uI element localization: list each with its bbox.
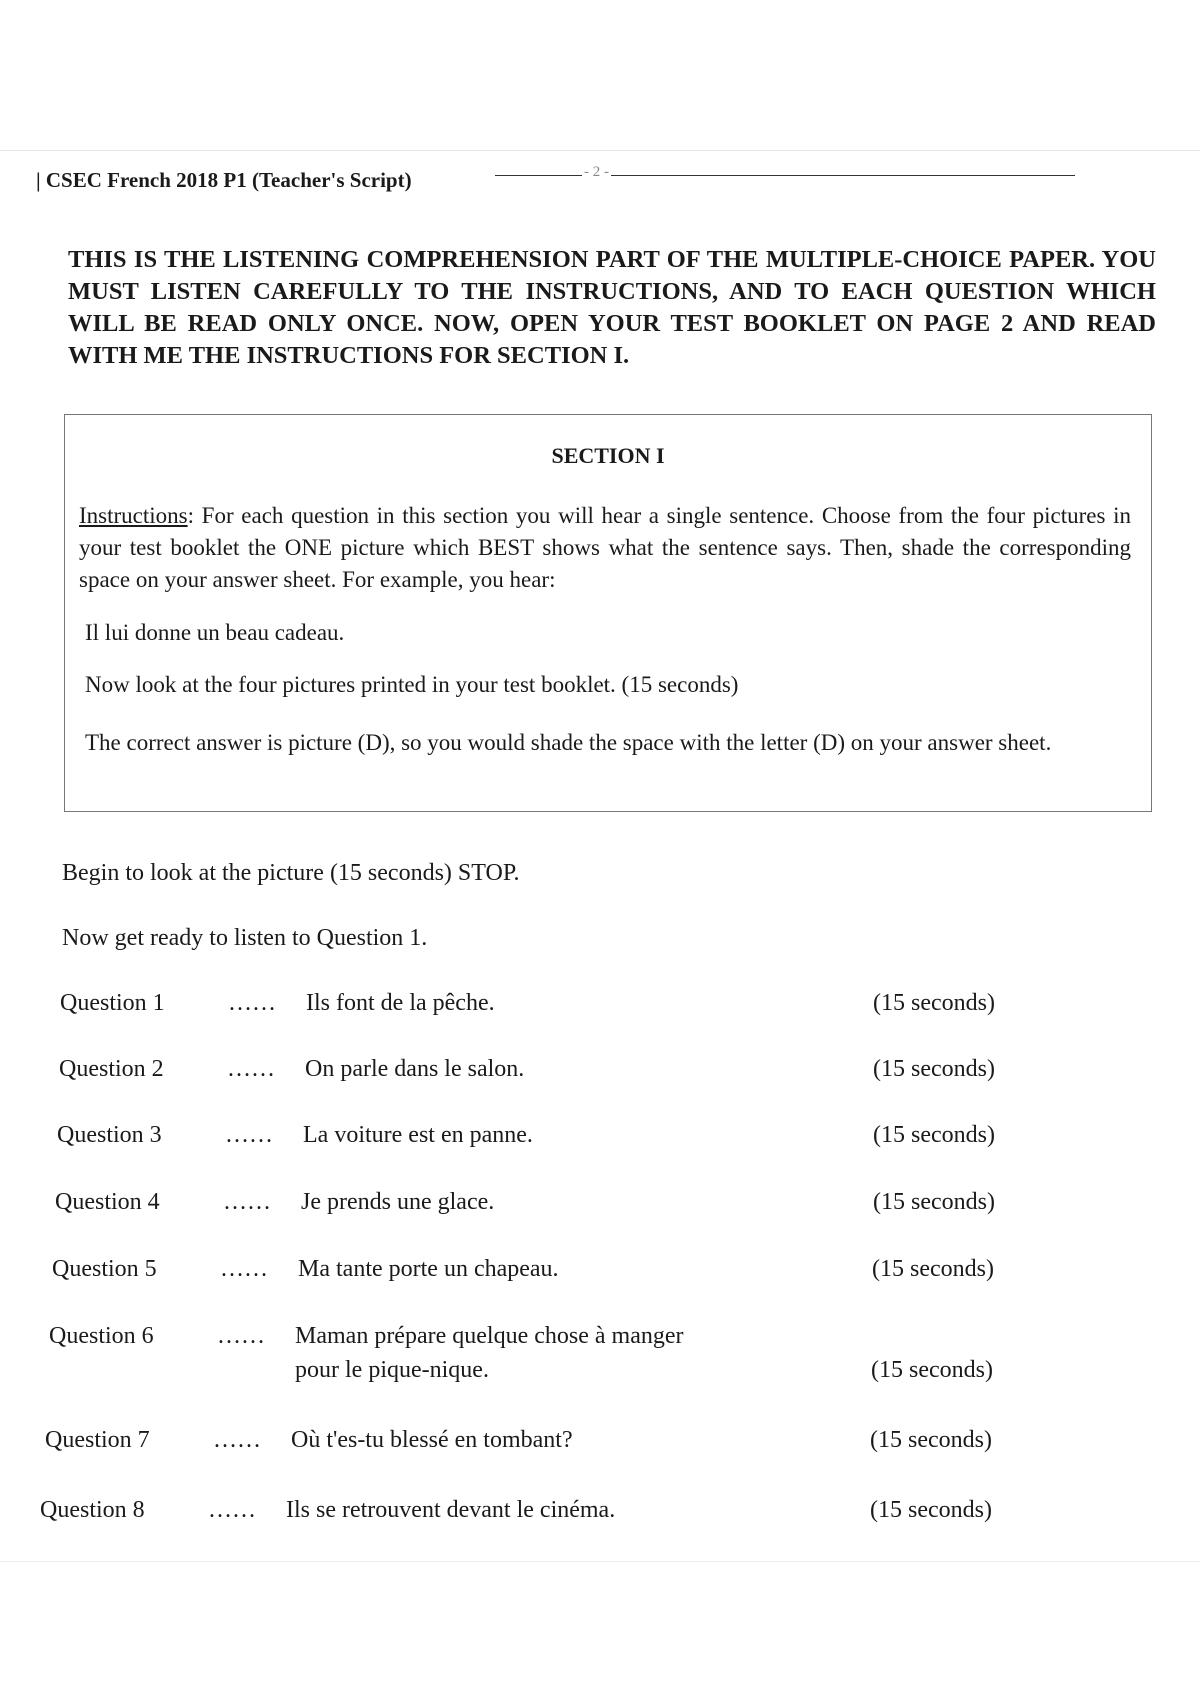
question-dots: …… — [217, 1323, 265, 1349]
question-text: On parle dans le salon. — [305, 1056, 525, 1082]
question-label: Question 7 — [45, 1427, 150, 1453]
question-text: Ils se retrouvent devant le cinéma. — [286, 1497, 616, 1523]
question-dots: …… — [225, 1122, 273, 1148]
question-label: Question 4 — [55, 1189, 160, 1215]
intro-paragraph: THIS IS THE LISTENING COMPREHENSION PART OF THE MULTIPLE-CHOICE PAPER. YOU MUST LISTEN CAREFULLY TO THE INSTRUCTIONS, AND TO EACH QUESTION WHICH WILL BE READ ONLY ONCE. NOW, OPEN YOUR TEST BOOKLET ON PAGE 2 AND READ WITH ME THE INSTRUCTIONS FOR SECTION I. — [68, 246, 1156, 369]
section-title: SECTION I — [551, 443, 665, 468]
question-dots: …… — [220, 1256, 268, 1282]
look-line: Now look at the four pictures printed in your test booklet. (15 seconds) — [85, 672, 739, 697]
instructions-paragraph — [79, 500, 1131, 596]
question-label: Question 1 — [60, 990, 165, 1016]
question-dots: …… — [227, 1056, 275, 1082]
question-text: Maman prépare quelque chose à manger — [295, 1323, 684, 1349]
instructions-text: : For each question in this section you will hear a single sentence. Choose from the four pictures in your test booklet the ONE picture which BEST shows what the sentence says. Then, shade the corresponding space on your answer sheet. For example, you hear: — [79, 503, 1131, 592]
question-label: Question 8 — [40, 1497, 145, 1523]
instructions-label: Instructions — [79, 503, 188, 528]
question-text: Ils font de la pêche. — [306, 990, 495, 1016]
begin-line: Begin to look at the picture (15 seconds) STOP. — [62, 860, 520, 886]
question-text: Où t'es-tu blessé en tombant? — [291, 1427, 573, 1453]
question-text: La voiture est en panne. — [303, 1122, 533, 1148]
question-label: Question 5 — [52, 1256, 157, 1282]
question-text-continued: pour le pique-nique. — [295, 1357, 489, 1383]
question-dots: …… — [223, 1189, 271, 1215]
question-time: (15 seconds) — [873, 1056, 995, 1082]
question-time: (15 seconds) — [870, 1497, 992, 1523]
question-time: (15 seconds) — [873, 1189, 995, 1215]
question-label: Question 3 — [57, 1122, 162, 1148]
question-dots: …… — [208, 1497, 256, 1523]
question-text: Je prends une glace. — [301, 1189, 495, 1215]
question-time: (15 seconds) — [870, 1427, 992, 1453]
question-time: (15 seconds) — [873, 1122, 995, 1148]
section-box — [64, 414, 1152, 812]
answer-line: The correct answer is picture (D), so you would shade the space with the letter (D) on your answer sheet. — [85, 730, 1052, 755]
question-time: (15 seconds) — [872, 1256, 994, 1282]
question-dots: …… — [228, 990, 276, 1016]
question-label: Question 2 — [59, 1056, 164, 1082]
ready-line: Now get ready to listen to Question 1. — [62, 925, 428, 951]
question-text: Ma tante porte un chapeau. — [298, 1256, 559, 1282]
question-dots: …… — [213, 1427, 261, 1453]
question-time: (15 seconds) — [871, 1357, 993, 1383]
question-time: (15 seconds) — [873, 990, 995, 1016]
page-number: - 2 - — [584, 164, 609, 180]
document-header: | CSEC French 2018 P1 (Teacher's Script) — [36, 168, 412, 192]
example-sentence: Il lui donne un beau cadeau. — [85, 620, 345, 645]
question-label: Question 6 — [49, 1323, 154, 1349]
